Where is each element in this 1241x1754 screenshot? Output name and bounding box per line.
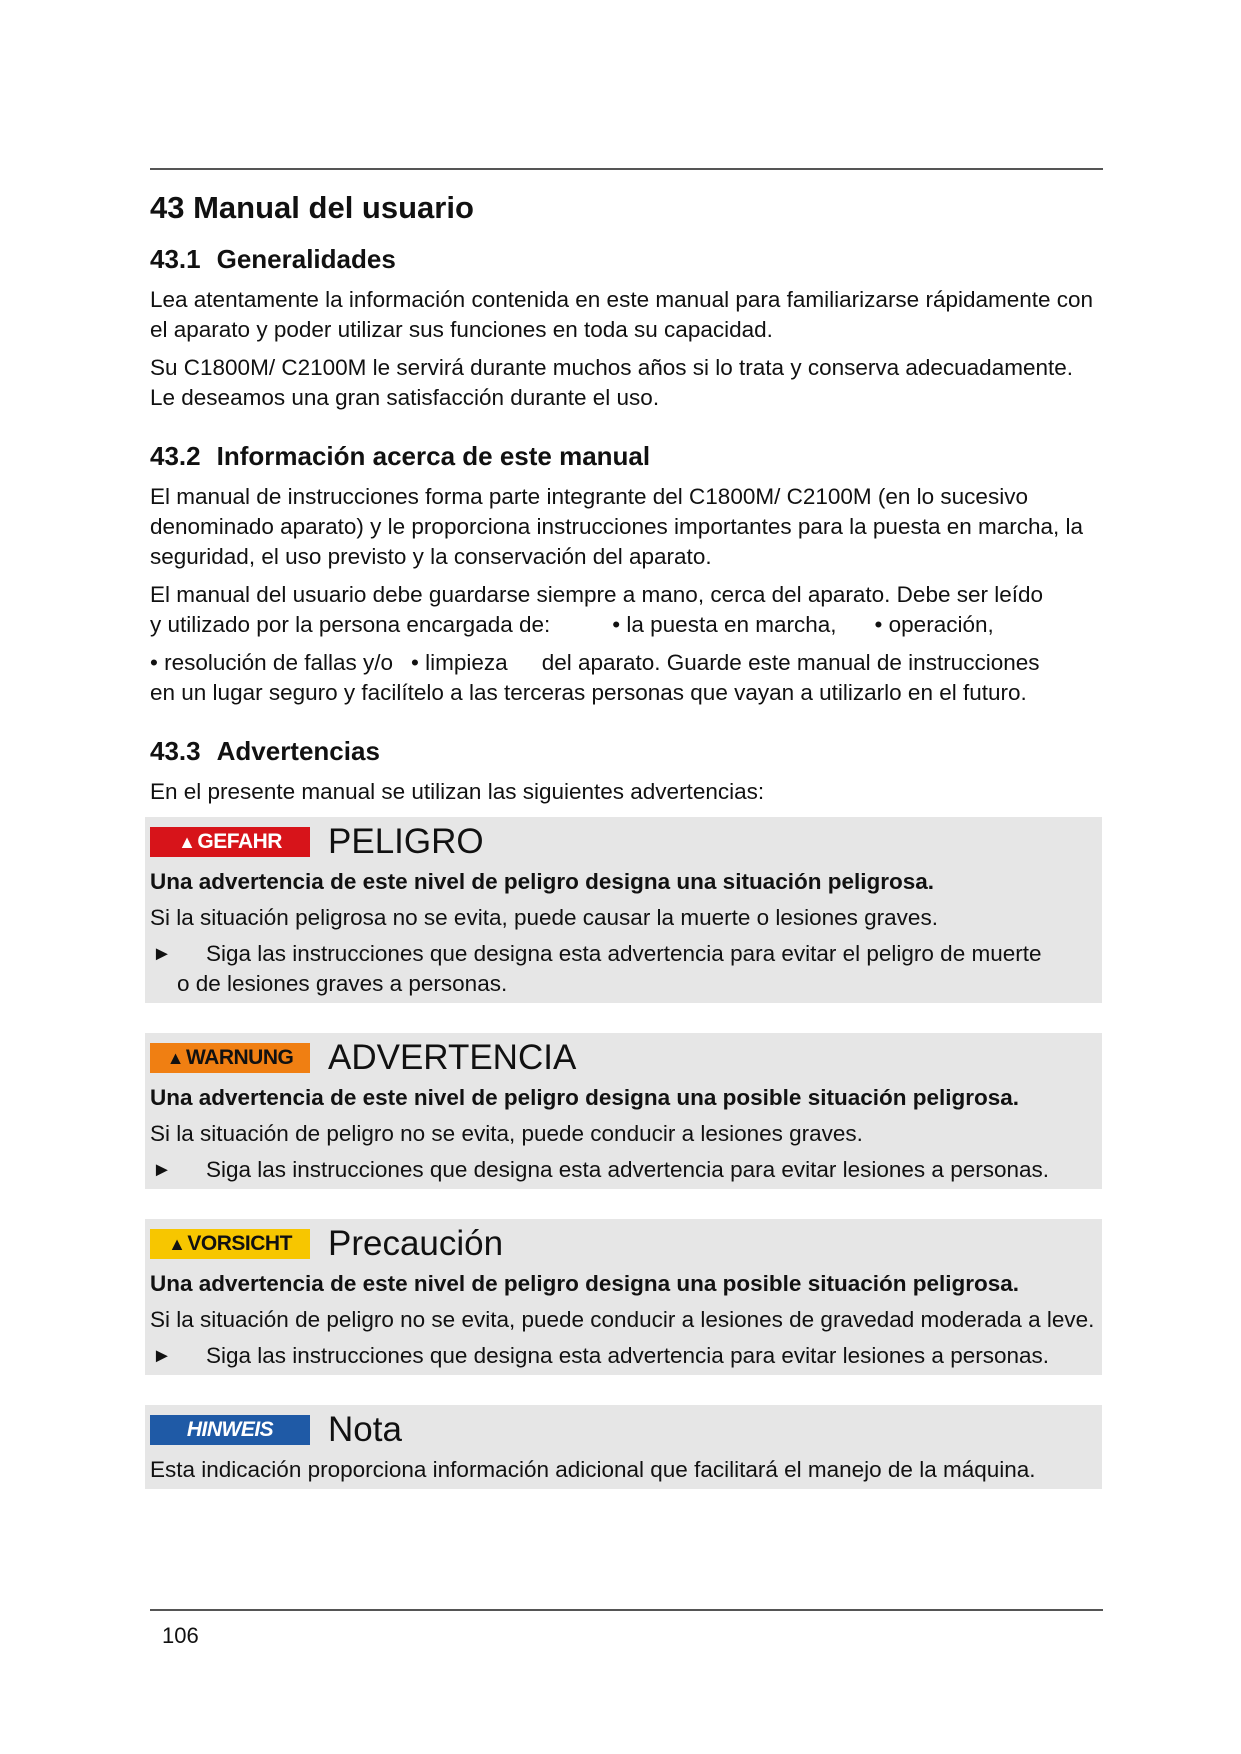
section-title: Advertencias xyxy=(216,736,380,766)
paragraph: Su C1800M/ C2100M le servirá durante muchos años si lo trata y conserva adecuadamente. Le deseamos una gran satisfacción durante el uso. xyxy=(150,355,1073,410)
warning-title: PELIGRO xyxy=(328,822,484,861)
danger-box xyxy=(145,817,1102,1003)
warning-triangle-icon: ▲ xyxy=(166,1047,184,1068)
warning-step xyxy=(150,1155,1102,1185)
section-title: Generalidades xyxy=(216,244,396,274)
note-box xyxy=(145,1405,1102,1489)
page-number: 106 xyxy=(162,1623,199,1648)
section-generalidades xyxy=(150,244,1103,413)
warning-text: Si la situación de peligro no se evita, puede conducir a lesiones de gravedad moderada a leve. xyxy=(150,1307,1095,1332)
step-text: Siga las instrucciones que designa esta advertencia para evitar lesiones a personas. xyxy=(206,1157,1050,1182)
warning-box xyxy=(145,1033,1102,1189)
bullet-line xyxy=(150,648,1103,678)
section-number: 43.1 xyxy=(150,244,201,274)
warning-text: Si la situación de peligro no se evita, puede conducir a lesiones graves. xyxy=(150,1121,863,1146)
warning-bold-text: Una advertencia de este nivel de peligro designa una situación peligrosa. xyxy=(150,869,934,894)
paragraph: En el presente manual se utilizan las siguientes advertencias: xyxy=(150,779,765,804)
warning-title: Precaución xyxy=(328,1224,504,1263)
header-rule xyxy=(150,168,1103,170)
chapter-number: 43 xyxy=(150,190,185,225)
paragraph xyxy=(150,580,1103,640)
warning-header xyxy=(150,821,1102,863)
section-advertencias xyxy=(150,736,1103,807)
badge-label: VORSICHT xyxy=(187,1232,292,1255)
paragraph-line: El manual del usuario debe guardarse siempre a mano, cerca del aparato. Debe ser leído xyxy=(150,582,1044,607)
paragraph-line: y utilizado por la persona encargada de: xyxy=(150,612,551,637)
hinweis-badge xyxy=(150,1415,310,1445)
bullet-item: • la puesta en marcha, xyxy=(612,612,837,637)
warning-title: Nota xyxy=(328,1410,402,1449)
warning-title: ADVERTENCIA xyxy=(328,1038,577,1077)
arrow-right-icon: ► xyxy=(152,943,172,965)
section-number: 43.3 xyxy=(150,736,201,766)
warning-step xyxy=(150,1341,1102,1371)
badge-label: HINWEIS xyxy=(186,1418,274,1441)
page-content xyxy=(150,190,1103,1489)
warning-triangle-icon: ▲ xyxy=(168,1233,186,1254)
badge-label: WARNUNG xyxy=(186,1046,294,1069)
bullet-item: • resolución de fallas y/o xyxy=(150,650,394,675)
arrow-right-icon: ► xyxy=(152,1159,172,1181)
section-heading xyxy=(150,736,1103,767)
paragraph: Lea atentamente la información contenida en este manual para familiarizarse rápidamente con el aparato y poder utilizar sus funciones en toda su capacidad. xyxy=(150,287,1094,342)
caution-box xyxy=(145,1219,1102,1375)
section-number: 43.2 xyxy=(150,441,201,471)
warning-triangle-icon: ▲ xyxy=(178,831,196,852)
warning-text: Si la situación peligrosa no se evita, puede causar la muerte o lesiones graves. xyxy=(150,905,938,930)
warning-text: Esta indicación proporciona información adicional que facilitará el manejo de la máquina. xyxy=(150,1457,1036,1482)
badge-label: GEFAHR xyxy=(197,830,282,853)
arrow-right-icon: ► xyxy=(152,1345,172,1367)
gefahr-badge xyxy=(150,827,310,857)
section-informacion-manual xyxy=(150,441,1103,708)
warning-bold-text: Una advertencia de este nivel de peligro designa una posible situación peligrosa. xyxy=(150,1271,1019,1296)
warning-header xyxy=(150,1037,1102,1079)
section-title: Información acerca de este manual xyxy=(216,441,651,471)
footer-rule xyxy=(150,1609,1103,1611)
step-text: Siga las instrucciones que designa esta advertencia para evitar el peligro de muerte xyxy=(206,941,1042,966)
paragraph-line: del aparato. Guarde este manual de instrucciones xyxy=(541,650,1040,675)
chapter-heading xyxy=(150,190,1103,226)
paragraph-line: en un lugar seguro y facilítelo a las terceras personas que vayan a utilizarlo en el futuro. xyxy=(150,680,1027,705)
section-heading xyxy=(150,244,1103,275)
chapter-title: Manual del usuario xyxy=(193,190,474,225)
warning-bold-text: Una advertencia de este nivel de peligro designa una posible situación peligrosa. xyxy=(150,1085,1019,1110)
step-text-continued: o de lesiones graves a personas. xyxy=(177,971,508,996)
warning-step xyxy=(150,939,1102,999)
vorsicht-badge xyxy=(150,1229,310,1259)
bullet-item: • operación, xyxy=(874,612,994,637)
paragraph: El manual de instrucciones forma parte integrante del C1800M/ C2100M (en lo sucesivo denominado aparato) y le proporciona instrucciones importantes para la puesta en marcha, la seguridad, el uso previsto y la conservación del aparato. xyxy=(150,484,1084,569)
bullet-item: • limpieza xyxy=(411,650,508,675)
warnung-badge xyxy=(150,1043,310,1073)
warning-header xyxy=(150,1223,1102,1265)
section-heading xyxy=(150,441,1103,472)
step-text: Siga las instrucciones que designa esta advertencia para evitar lesiones a personas. xyxy=(206,1343,1050,1368)
warning-header xyxy=(150,1409,1102,1451)
